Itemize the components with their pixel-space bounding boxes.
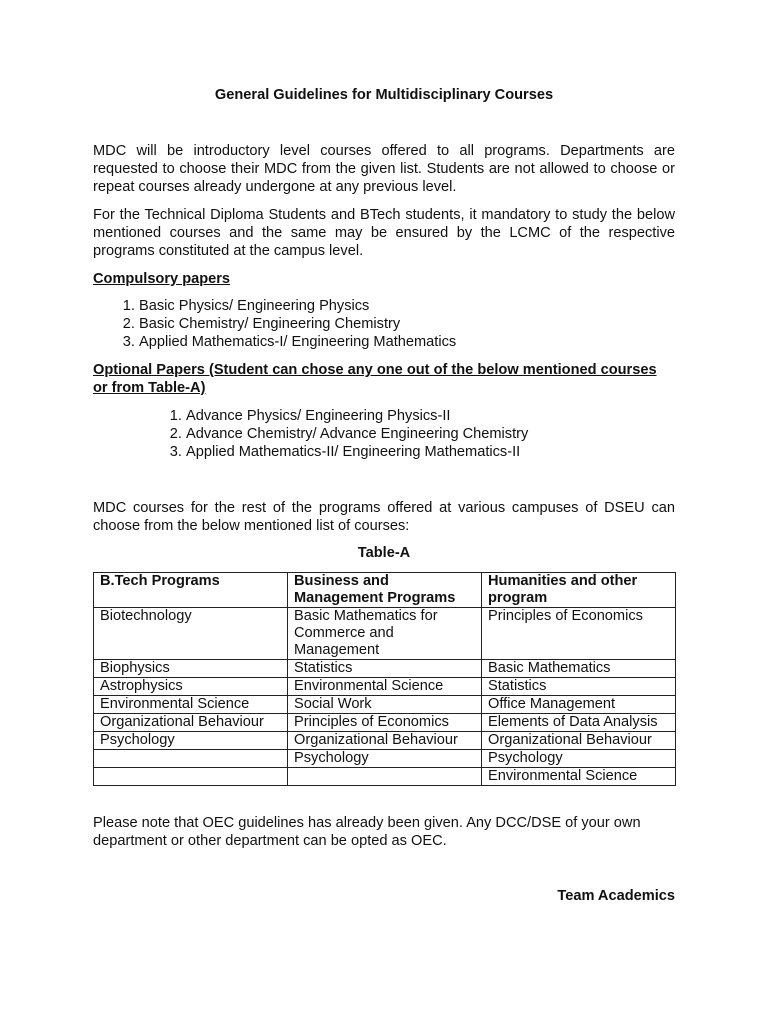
table-header-cell: Humanities and other program <box>482 573 676 608</box>
table-cell: Organizational Behaviour <box>482 732 676 750</box>
table-cell: Biotechnology <box>94 608 288 660</box>
table-cell: Psychology <box>94 732 288 750</box>
table-cell: Environmental Science <box>94 696 288 714</box>
table-row <box>94 678 676 696</box>
signature: Team Academics <box>557 888 675 904</box>
table-cell: Principles of Economics <box>288 714 482 732</box>
list-item: 3. Applied Mathematics-I/ Engineering Mathematics <box>139 333 675 351</box>
courses-table <box>93 572 676 786</box>
table-row <box>94 660 676 678</box>
table-cell <box>288 768 482 786</box>
document-body <box>93 86 675 905</box>
table-cell: Office Management <box>482 696 676 714</box>
table-row <box>94 732 676 750</box>
table-cell: Basic Mathematics for Commerce and Management <box>288 608 482 660</box>
table-cell: Basic Mathematics <box>482 660 676 678</box>
table-cell <box>94 768 288 786</box>
table-cell: Organizational Behaviour <box>94 714 288 732</box>
table-cell: Social Work <box>288 696 482 714</box>
list-item: 1. Basic Physics/ Engineering Physics <box>139 297 675 315</box>
table-row <box>94 768 676 786</box>
table-cell: Environmental Science <box>482 768 676 786</box>
table-row <box>94 608 676 660</box>
table-cell: Psychology <box>482 750 676 768</box>
table-cell: Statistics <box>288 660 482 678</box>
table-header-row <box>94 573 676 608</box>
list-item: 2. Advance Chemistry/ Advance Engineering Chemistry <box>186 425 675 443</box>
table-cell: Organizational Behaviour <box>288 732 482 750</box>
optional-list <box>93 407 675 461</box>
table-cell: Statistics <box>482 678 676 696</box>
table-cell: Principles of Economics <box>482 608 676 660</box>
list-item: 3. Applied Mathematics-II/ Engineering Mathematics-II <box>186 443 675 461</box>
table-cell <box>94 750 288 768</box>
table-cell: Biophysics <box>94 660 288 678</box>
compulsory-list <box>93 297 675 351</box>
compulsory-heading: Compulsory papers <box>93 271 231 287</box>
table-header-cell: Business and Management Programs <box>288 573 482 608</box>
list-item: 1. Advance Physics/ Engineering Physics-II <box>186 407 675 425</box>
table-header-cell: B.Tech Programs <box>94 573 288 608</box>
document-title: General Guidelines for Multidisciplinary Courses <box>214 87 554 103</box>
table-cell: Astrophysics <box>94 678 288 696</box>
table-row <box>94 750 676 768</box>
table-cell: Elements of Data Analysis <box>482 714 676 732</box>
note-paragraph: Please note that OEC guidelines has already been given. Any DCC/DSE of your own department or other department can be opted as OEC. <box>93 815 641 849</box>
technical-paragraph: For the Technical Diploma Students and BTech students, it mandatory to study the below mentioned courses and the same may be ensured by the LCMC of the respective programs constituted at the campus level. <box>93 207 675 259</box>
table-cell: Environmental Science <box>288 678 482 696</box>
list-item: 2. Basic Chemistry/ Engineering Chemistry <box>139 315 675 333</box>
optional-heading: Optional Papers (Student can chose any one out of the below mentioned courses or from Table-A) <box>93 362 657 396</box>
rest-paragraph: MDC courses for the rest of the programs offered at various campuses of DSEU can choose from the below mentioned list of courses: <box>93 500 675 534</box>
table-row <box>94 696 676 714</box>
table-caption: Table-A <box>357 545 411 561</box>
table-row <box>94 714 676 732</box>
table-cell: Psychology <box>288 750 482 768</box>
intro-paragraph: MDC will be introductory level courses offered to all programs. Departments are requested to choose their MDC from the given list. Students are not allowed to choose or repeat courses already undergone at any previous level. <box>93 143 675 195</box>
